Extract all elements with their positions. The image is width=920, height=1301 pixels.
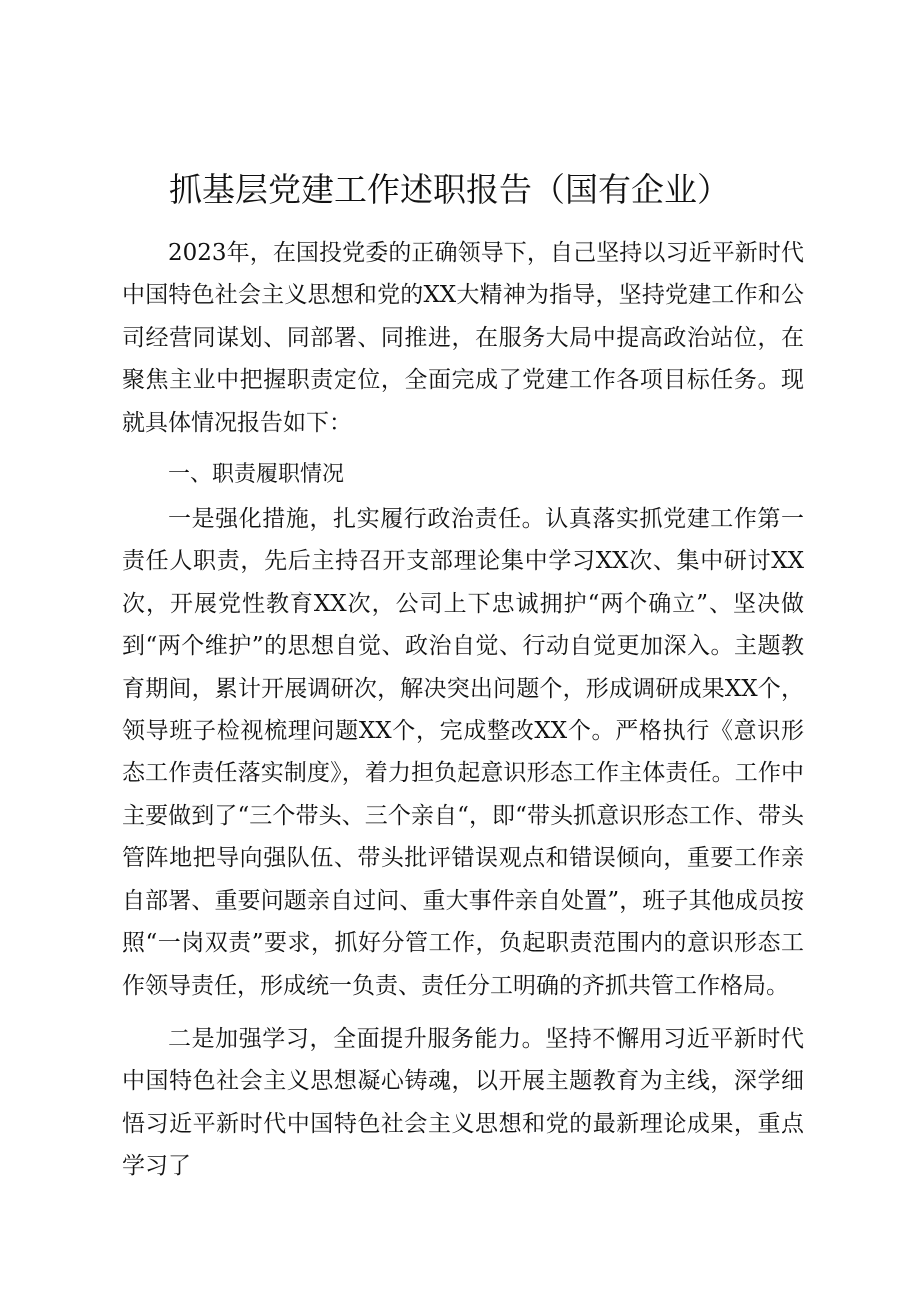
section-heading: 一、职责履职情况 bbox=[168, 462, 345, 488]
document-title: 抓基层党建工作述职报告（国有企业） bbox=[169, 170, 730, 209]
body-paragraph-1: 一是强化措施，扎实履行政治责任。认真落实抓党建工作第一责任人职责，先后主持召开支部理论集中学习XX次、集中研讨XX次，开展党性教育XX次，公司上下忠诚拥护“两个确立”、坚决做到“两个维护”的思想自觉、政治自觉、行动自觉更加深入。主题教育期间，累计开展调研次，解决突出问题个，形成调研成果XX个，领导班子检视梳理问题XX个，完成整改XX个。严格执行《意识形态工作责任落实制度》，着力担负起意识形态工作主体责任。工作中主要做到了“三个带头、三个亲自“，即“带头抓意识形态工作、带头管阵地把导向强队伍、带头批评错误观点和错误倾向，重要工作亲自部署、重要问题亲自过问、重大事件亲自处置”，班子其他成员按照“一岗双责”要求，抓好分管工作，负起职责范围内的意识形态工作领导责任，形成统一负责、责任分工明确的齐抓共管工作格局。 bbox=[122, 506, 804, 999]
document-body bbox=[122, 232, 804, 1188]
body-paragraph-2: 二是加强学习，全面提升服务能力。坚持不懈用习近平新时代中国特色社会主义思想凝心铸魂，以开展主题教育为主线，深学细悟习近平新时代中国特色社会主义思想和党的最新理论成果，重点学习了 bbox=[122, 1025, 804, 1180]
intro-paragraph: 2023年，在国投党委的正确领导下，自己坚持以习近平新时代中国特色社会主义思想和党的XX大精神为指导，坚持党建工作和公司经营同谋划、同部署、同推进，在服务大局中提高政治站位，在聚焦主业中把握职责定位，全面完成了党建工作各项目标任务。现就具体情况报告如下： bbox=[122, 240, 804, 436]
